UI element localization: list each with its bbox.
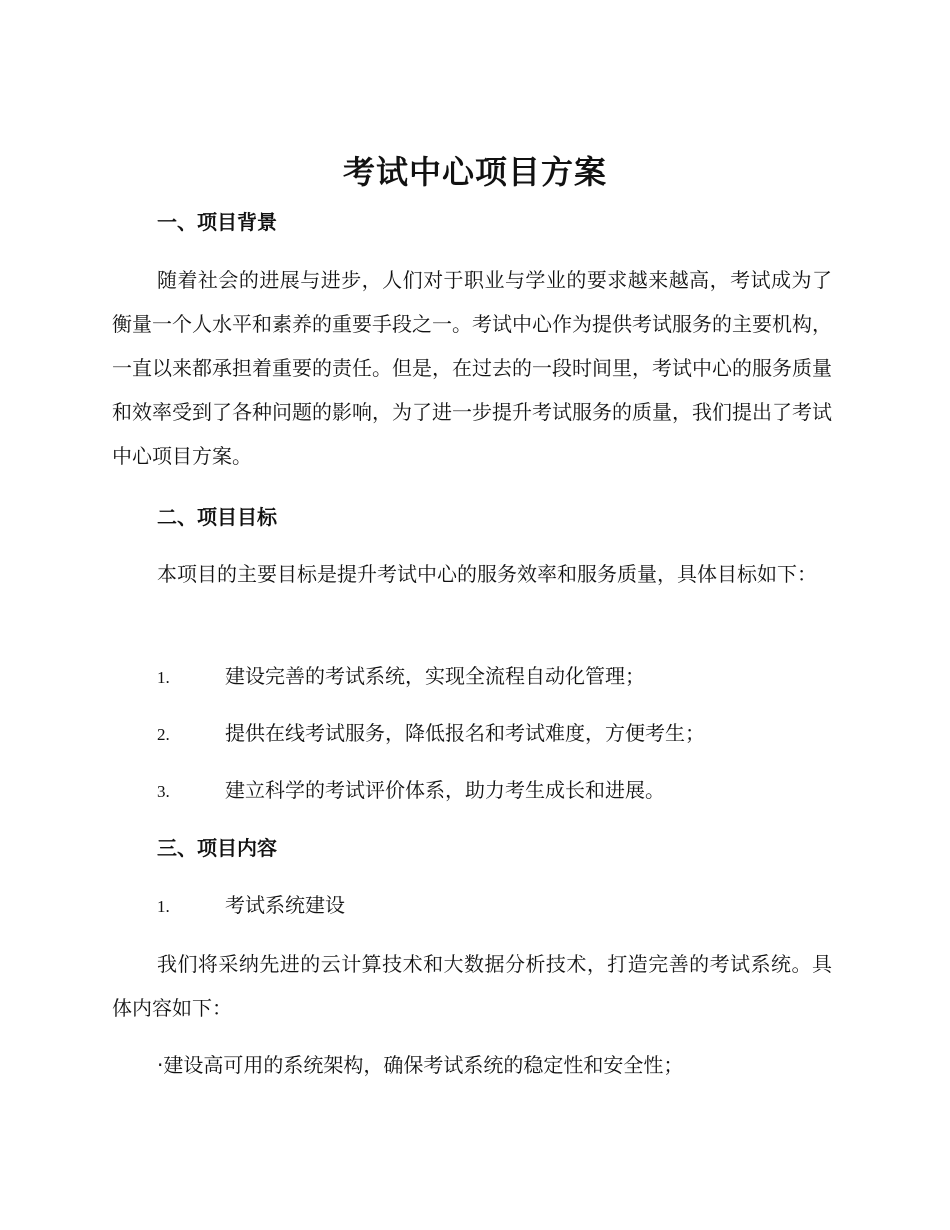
list-item <box>157 775 665 807</box>
list-text: 建立科学的考试评价体系，助力考生成长和进展。 <box>225 778 665 802</box>
list-number: 3. <box>157 782 170 801</box>
paragraph-background: 随着社会的进展与进步，人们对于职业与学业的要求越来越高，考试成为了衡量一个人水平和素养的重要手段之一。考试中心作为提供考试服务的主要机构，一直以来都承担着重要的责任。但是，在过去的一段时间里，考试中心的服务质量和效率受到了各种问题的影响，为了进一步提升考试服务的质量，我们提出了考试中心项目方案。 <box>112 268 832 468</box>
list-item <box>157 890 345 922</box>
section-heading-goals: 二、项目目标 <box>157 505 277 529</box>
list-item <box>157 718 705 750</box>
section-heading-content: 三、项目内容 <box>157 836 277 860</box>
document-title: 考试中心项目方案 <box>342 153 607 191</box>
paragraph-content: 我们将采纳先进的云计算技术和大数据分析技术，打造完善的考试系统。具体内容如下： <box>112 952 832 1020</box>
list-text: 考试系统建设 <box>225 893 345 917</box>
list-item <box>157 661 645 693</box>
section-heading-background: 一、项目背景 <box>157 210 277 234</box>
bullet-text: 建设高可用的系统架构，确保考试系统的稳定性和安全性； <box>163 1053 684 1077</box>
bullet-mark: · <box>157 1053 164 1077</box>
list-number: 1. <box>157 668 170 687</box>
paragraph-goals: 本项目的主要目标是提升考试中心的服务效率和服务质量，具体目标如下： <box>157 562 817 586</box>
list-text: 提供在线考试服务，降低报名和考试难度，方便考生； <box>225 721 705 745</box>
bullet-item <box>157 1050 683 1080</box>
list-number: 1. <box>157 897 170 916</box>
list-number: 2. <box>157 725 170 744</box>
list-text: 建设完善的考试系统，实现全流程自动化管理； <box>225 664 645 688</box>
